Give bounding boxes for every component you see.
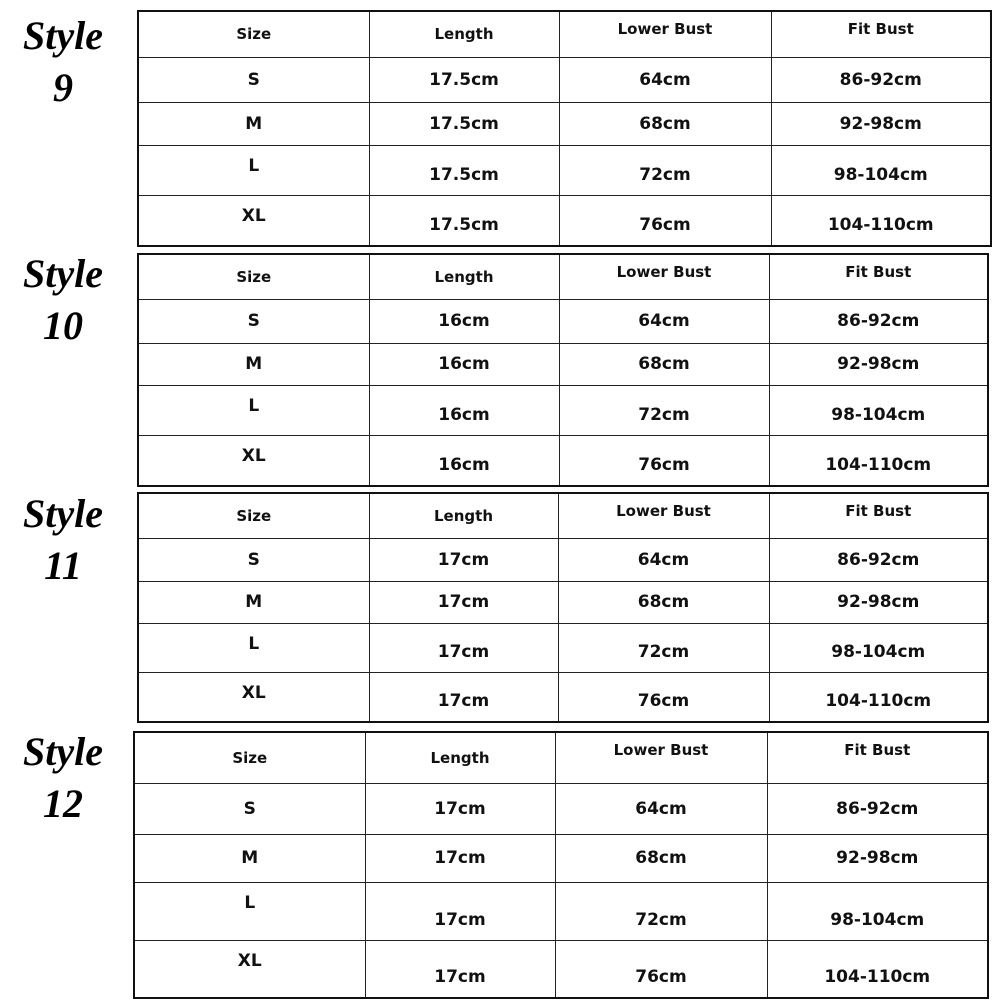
table-row (138, 672, 988, 722)
cell-fit-bust: 98-104cm (769, 623, 988, 672)
header-lower-bust: Lower Bust (558, 493, 769, 538)
size-table-style-12 (133, 731, 989, 999)
cell-lower-bust: 72cm (559, 145, 771, 195)
style-label-9 (6, 10, 120, 114)
cell-length: 17cm (369, 581, 558, 623)
cell-size: S (138, 57, 369, 102)
cell-lower-bust: 72cm (555, 882, 767, 940)
table-header-row (138, 11, 991, 57)
cell-size: M (138, 102, 369, 145)
table-row (134, 940, 988, 998)
table-row (138, 195, 991, 246)
cell-length: 17.5cm (369, 145, 559, 195)
cell-lower-bust: 72cm (559, 385, 769, 435)
cell-fit-bust: 92-98cm (771, 102, 991, 145)
cell-length: 17cm (365, 834, 555, 882)
cell-fit-bust: 86-92cm (769, 538, 988, 581)
cell-length: 17.5cm (369, 102, 559, 145)
table-row (134, 882, 988, 940)
cell-length: 17cm (369, 538, 558, 581)
size-table-style-11 (137, 492, 989, 723)
cell-lower-bust: 68cm (555, 834, 767, 882)
cell-lower-bust: 64cm (558, 538, 769, 581)
cell-size: M (134, 834, 365, 882)
header-lower-bust: Lower Bust (559, 11, 771, 57)
cell-fit-bust: 98-104cm (769, 385, 988, 435)
cell-fit-bust: 86-92cm (771, 57, 991, 102)
table-row (138, 623, 988, 672)
style-label-10 (6, 248, 120, 352)
cell-size: S (138, 299, 369, 343)
cell-fit-bust: 104-110cm (769, 672, 988, 722)
header-length: Length (365, 732, 555, 783)
header-length: Length (369, 493, 558, 538)
cell-size: L (138, 145, 369, 195)
cell-length: 17.5cm (369, 195, 559, 246)
cell-size: L (138, 385, 369, 435)
header-fit-bust: Fit Bust (769, 254, 988, 299)
cell-lower-bust: 68cm (558, 581, 769, 623)
style-word: Style (23, 491, 103, 536)
header-size: Size (134, 732, 365, 783)
cell-fit-bust: 92-98cm (767, 834, 988, 882)
cell-size: M (138, 343, 369, 385)
table-header-row (138, 254, 988, 299)
cell-length: 17cm (365, 940, 555, 998)
cell-size: S (138, 538, 369, 581)
cell-fit-bust: 104-110cm (771, 195, 991, 246)
table-row (134, 783, 988, 834)
table-header-row (134, 732, 988, 783)
cell-fit-bust: 86-92cm (769, 299, 988, 343)
cell-lower-bust: 68cm (559, 102, 771, 145)
cell-size: L (134, 882, 365, 940)
cell-lower-bust: 64cm (555, 783, 767, 834)
cell-size: XL (134, 940, 365, 998)
table-row (138, 57, 991, 102)
header-fit-bust: Fit Bust (769, 493, 988, 538)
table-row (138, 581, 988, 623)
cell-fit-bust: 104-110cm (767, 940, 988, 998)
cell-size: L (138, 623, 369, 672)
cell-length: 17cm (365, 783, 555, 834)
header-fit-bust: Fit Bust (771, 11, 991, 57)
style-number: 12 (43, 781, 83, 826)
header-fit-bust: Fit Bust (767, 732, 988, 783)
cell-size: M (138, 581, 369, 623)
header-length: Length (369, 254, 559, 299)
cell-length: 16cm (369, 435, 559, 486)
table-row (138, 343, 988, 385)
style-word: Style (23, 729, 103, 774)
cell-fit-bust: 92-98cm (769, 343, 988, 385)
cell-length: 17cm (369, 623, 558, 672)
header-lower-bust: Lower Bust (559, 254, 769, 299)
style-number: 9 (53, 65, 73, 110)
cell-lower-bust: 76cm (559, 195, 771, 246)
cell-fit-bust: 92-98cm (769, 581, 988, 623)
table-row (138, 385, 988, 435)
cell-lower-bust: 64cm (559, 299, 769, 343)
cell-length: 16cm (369, 385, 559, 435)
style-number: 11 (44, 543, 82, 588)
cell-fit-bust: 86-92cm (767, 783, 988, 834)
table-row (138, 299, 988, 343)
header-lower-bust: Lower Bust (555, 732, 767, 783)
header-size: Size (138, 254, 369, 299)
size-table-style-9 (137, 10, 992, 247)
cell-lower-bust: 76cm (555, 940, 767, 998)
cell-size: S (134, 783, 365, 834)
cell-lower-bust: 76cm (558, 672, 769, 722)
cell-length: 17cm (369, 672, 558, 722)
table-row (138, 435, 988, 486)
cell-lower-bust: 72cm (558, 623, 769, 672)
header-length: Length (369, 11, 559, 57)
table-row (138, 102, 991, 145)
header-size: Size (138, 11, 369, 57)
cell-length: 16cm (369, 343, 559, 385)
cell-length: 17.5cm (369, 57, 559, 102)
cell-length: 17cm (365, 882, 555, 940)
cell-lower-bust: 68cm (559, 343, 769, 385)
size-table-style-10 (137, 253, 989, 487)
header-size: Size (138, 493, 369, 538)
style-label-11 (6, 488, 120, 592)
style-label-12 (6, 726, 120, 830)
cell-length: 16cm (369, 299, 559, 343)
cell-fit-bust: 98-104cm (767, 882, 988, 940)
cell-size: XL (138, 195, 369, 246)
style-number: 10 (43, 303, 83, 348)
style-word: Style (23, 13, 103, 58)
cell-size: XL (138, 435, 369, 486)
table-row (138, 145, 991, 195)
table-row (134, 834, 988, 882)
cell-fit-bust: 98-104cm (771, 145, 991, 195)
style-word: Style (23, 251, 103, 296)
table-header-row (138, 493, 988, 538)
cell-size: XL (138, 672, 369, 722)
table-row (138, 538, 988, 581)
cell-lower-bust: 64cm (559, 57, 771, 102)
cell-fit-bust: 104-110cm (769, 435, 988, 486)
cell-lower-bust: 76cm (559, 435, 769, 486)
